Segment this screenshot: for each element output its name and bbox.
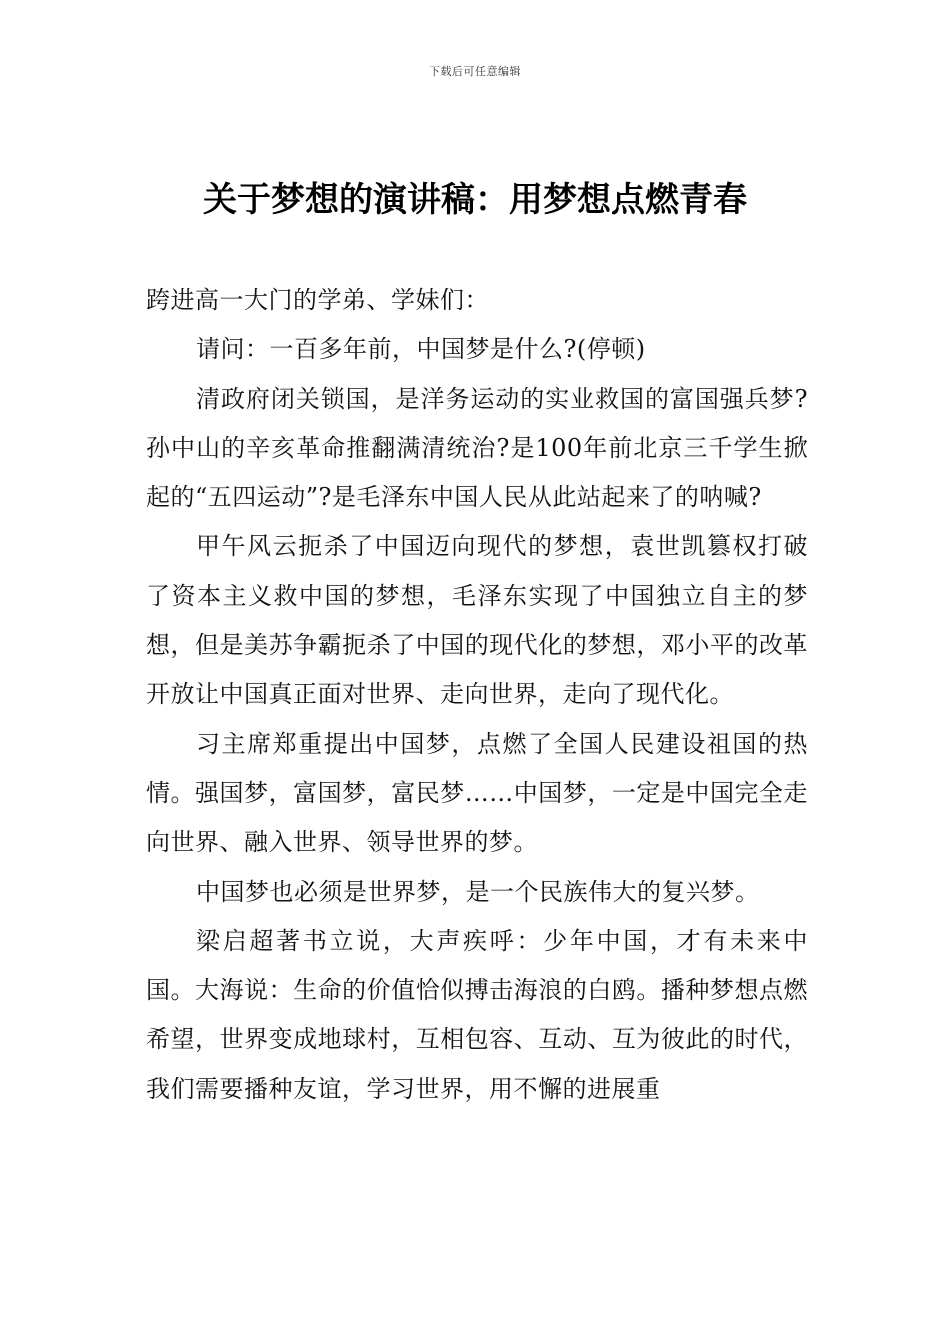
- paragraph: 清政府闭关锁国，是洋务运动的实业救国的富国强兵梦?孙中山的辛亥革命推翻满清统治?是100年前北京三千学生掀起的“五四运动”?是毛泽东中国人民从此站起来了的呐喊?: [146, 384, 808, 512]
- document-title: 关于梦想的演讲稿：用梦想点燃青春: [203, 180, 747, 220]
- document-body: [146, 276, 808, 1114]
- paragraph: 甲午风云扼杀了中国迈向现代的梦想，袁世凯篡权打破了资本主义救中国的梦想，毛泽东实现了中国独立自主的梦想，但是美苏争霸扼杀了中国的现代化的梦想，邓小平的改革开放让中国真正面对世界、走向世界，走向了现代化。: [146, 532, 808, 709]
- greeting-line: 跨进高一大门的学弟、学妹们：: [146, 286, 489, 314]
- header-note: 下载后可任意编辑: [429, 65, 521, 78]
- paragraph: 请问：一百多年前，中国梦是什么?(停顿): [196, 335, 646, 364]
- paragraph: 梁启超著书立说，大声疾呼：少年中国，才有未来中国。大海说：生命的价值恰似搏击海浪的白鸥。播种梦想点燃希望，世界变成地球村，互相包容、互动、互为彼此的时代，我们需要播种友谊，学习世界，用不懈的进展重: [146, 926, 808, 1103]
- paragraph: 习主席郑重提出中国梦，点燃了全国人民建设祖国的热情。强国梦，富国梦，富民梦……中国梦，一定是中国完全走向世界、融入世界、领导世界的梦。: [146, 729, 808, 857]
- paragraph: 中国梦也必须是世界梦，是一个民族伟大的复兴梦。: [196, 877, 760, 906]
